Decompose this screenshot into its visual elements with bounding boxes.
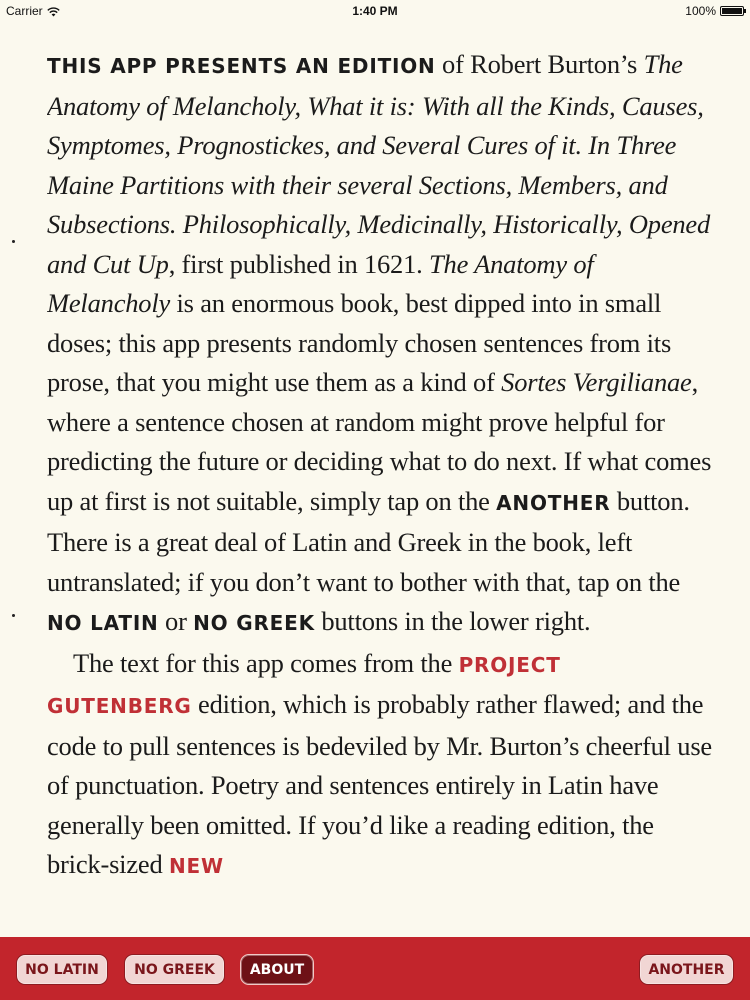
text-span: button. There is a great deal of Latin and Greek in the book, left untranslated; if you don’t want to bother with that, tap on the xyxy=(47,485,690,597)
another-button[interactable]: ANOTHER xyxy=(639,954,734,985)
about-button[interactable]: ABOUT xyxy=(240,954,314,985)
carrier-label: Carrier xyxy=(6,4,43,18)
no-latin-reference: NO LATIN xyxy=(47,611,159,635)
text-span: The text for this app comes from the xyxy=(73,647,459,678)
no-latin-button[interactable]: NO LATIN xyxy=(16,954,108,985)
margin-dot xyxy=(12,614,15,617)
battery-icon xyxy=(720,6,744,16)
book-title: The Anatomy of Melancholy xyxy=(47,248,594,318)
status-bar xyxy=(0,0,750,22)
book-full-title: The Anatomy of Melancholy, What it is: With all the Kinds, Causes, Symptomes, Prognostickes, and Several Cures of it. In Three Maine Partitions with their several Sections, Members, and Subsections. Philosophically, Medicinally, Historically, Opened and Cut Up xyxy=(47,49,711,279)
no-greek-reference: NO GREEK xyxy=(193,611,315,635)
text-span: , where a sentence chosen at random might prove helpful for predicting the future or deciding what to do next. If what comes up at first is not suitable, simply tap on the xyxy=(47,367,712,516)
paragraph-source xyxy=(47,644,712,887)
paragraph-intro xyxy=(47,45,712,644)
lead-in-heading: THIS APP PRESENTS AN EDITION xyxy=(47,54,436,78)
about-text xyxy=(47,45,712,935)
status-time: 1:40 PM xyxy=(352,4,398,18)
no-greek-button[interactable]: NO GREEK xyxy=(124,954,225,985)
bottom-toolbar xyxy=(0,937,750,1000)
status-right xyxy=(685,4,744,18)
text-span: or xyxy=(158,606,194,636)
battery-percent: 100% xyxy=(685,4,716,18)
text-span: is an enormous book, best dipped into in small doses; this app presents randomly chosen sentences from its prose, that you might use them as a kind of xyxy=(47,288,672,397)
text-span: , first published in 1621. xyxy=(168,248,430,279)
text-span: edition, which is probably rather flawed; and the code to pull sentences is bedeviled by Mr. Burton’s cheerful use of punctuation. Poetry and sentences entirely in Latin have generally been omitted. If you’d like a reading edition, the brick-sized xyxy=(47,689,712,879)
new-edition-link[interactable]: NEW xyxy=(168,854,224,878)
text-span: of Robert Burton’s xyxy=(435,49,644,79)
margin-dot xyxy=(12,240,15,243)
sortes-term: Sortes Vergilianae xyxy=(501,367,692,397)
project-gutenberg-link[interactable]: PROJECT GUTENBERG xyxy=(47,652,561,718)
another-reference: ANOTHER xyxy=(496,490,611,515)
text-span: buttons in the lower right. xyxy=(314,606,591,636)
